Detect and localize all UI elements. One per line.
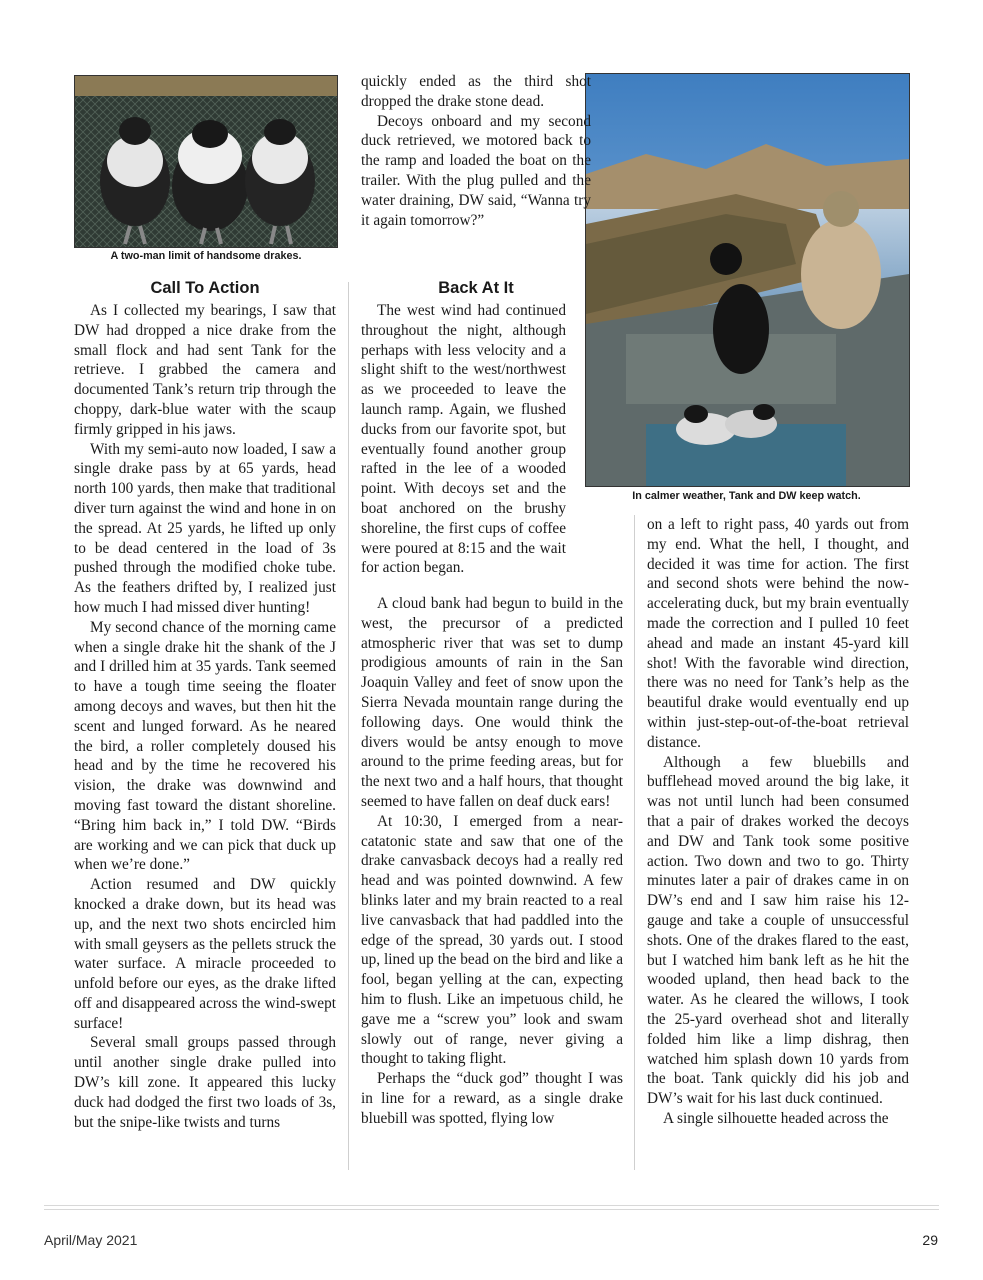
paragraph: At 10:30, I emerged from a near-catatonic state and saw that one of the drake canvasback decoys had a really red head and was pointed downwind. A few blinks later and my brain reacted to a real live canvasback that had paddled into the edge of the spread, 30 yards out. I stood up, lined up the bead on the bird and like a fool, began yelling at the can, expecting him to flush. Like an impetuous child, he gave me a “screw you” look and swam slowly out of range, never giving a thought to taking flight. bbox=[361, 812, 623, 1068]
column-divider bbox=[634, 515, 635, 1170]
paragraph: on a left to right pass, 40 yards out from my end. What the hell, I thought, and decided it was time for action. The first and second shots were behind the now-accelerating duck, but my brain eventually made the correction and I pulled 10 feet ahead and made an instant 45-yard kill shot! With the favorable wind direction, there was no need for Tank’s help as the beautiful drake would eventually end up within just-step-out-of-the-boat retrieval distance. bbox=[647, 516, 909, 751]
paragraph: Decoys onboard and my second duck retrieved, we motored back to the ramp and loaded the boat on the trailer. With the plug pulled and the water draining, DW said, “Wanna try it again tomorrow?” bbox=[361, 112, 591, 229]
article-column-1 bbox=[74, 274, 336, 1132]
paragraph: A single silhouette headed across the bbox=[663, 1109, 889, 1127]
page-number: 29 bbox=[922, 1232, 938, 1248]
footer-rule bbox=[44, 1205, 939, 1206]
paragraph: With my semi-auto now loaded, I saw a single drake pass by at 65 yards, head north 100 yards, then make that traditional diver turn against the wind and hone in on the spread. At 25 yards, he lifted up only to be dead centered in the load of 3s pushed through the modified choke tube. As the feathers drifted by, I realized just how much I had missed diver hunting! bbox=[74, 440, 336, 616]
boat-dog-photo-icon bbox=[586, 74, 909, 486]
section-heading: Call To Action bbox=[150, 279, 260, 297]
footer-rule bbox=[44, 1209, 939, 1210]
paragraph: Perhaps the “duck god” thought I was in line for a reward, as a single drake bluebill was spotted, flying low bbox=[361, 1070, 623, 1127]
photo-drakes bbox=[74, 75, 338, 248]
paragraph: Several small groups passed through until another single drake pulled into DW’s kill zone. It appeared this lucky duck had dodged the first two loads of 3s, but the snipe-like twists and turns bbox=[74, 1034, 336, 1131]
article-column-2 bbox=[361, 72, 591, 230]
paragraph: A cloud bank had begun to build in the west, the precursor of a predicted atmospheric river that was set to dump prodigious amounts of rain in the San Joaquin Valley and feet of snow upon the Sierra Nevada mountain range during the following days. One would think the divers would be antsy enough to move around to the prime feeding areas, but for the next two and a half hours, that thought seemed to have fallen on deaf duck ears! bbox=[361, 595, 623, 810]
article-column-2-bottom bbox=[361, 594, 623, 1129]
column-divider bbox=[348, 282, 349, 1170]
article-column-2-lower bbox=[361, 274, 591, 578]
paragraph: quickly ended as the third shot dropped the drake stone dead. bbox=[361, 73, 591, 110]
paragraph: My second chance of the morning came when a single drake hit the shank of the J and I drilled him at 35 yards. Tank seemed to have a tough time seeing the floater among decoys and waves, but then hit the scent and lunged forward. As he neared the bird, a roller completely doused his head and by the time he recovered his vision, the drake was downwind and moving fast toward the distant shoreline. “Bring him back in,” I told DW. “Birds are working and we can pick that duck up when we’re done.” bbox=[74, 618, 336, 874]
paragraph: The west wind had continued throughout the night, although perhaps with less velocity and a slight shift to the west/northwest as we proceeded to leave the launch ramp. Again, we flushed ducks from our favorite spot, but eventually found another group rafted in the lee of a wooded point. With decoys set and the boat anchored on the brushy shoreline, the first cups of coffee were poured at 8:15 and the wait for action began. bbox=[361, 302, 566, 577]
section-heading: Back At It bbox=[438, 279, 514, 297]
photo-boat bbox=[585, 73, 910, 487]
issue-date: April/May 2021 bbox=[44, 1232, 138, 1248]
photo-caption: A two-man limit of handsome drakes. bbox=[110, 250, 302, 262]
duck-photo-icon bbox=[75, 76, 337, 247]
article-column-3 bbox=[647, 515, 909, 1129]
photo-caption: In calmer weather, Tank and DW keep watch. bbox=[632, 490, 861, 502]
paragraph: Although a few bluebills and bufflehead moved around the big lake, it was not until lunch had been consumed that a pair of drakes worked the decoys and DW and Tank took some positive action. Two down and two to go. Thirty minutes later a pair of drakes came in on DW’s end and I saw him raise his 12-gauge and take a couple of unsuccessful shots. One of the drakes flared to the east, but I watched him bank left as he hit the wooded upland, then head back to the water. As he cleared the willows, I took the 25-yard overhead shot and literally folded him like a limp dishrag, then watched him splash down 10 yards from the boat. Tank quickly did his job and DW’s wait for his last duck continued. bbox=[647, 753, 909, 1108]
paragraph: As I collected my bearings, I saw that DW had dropped a nice drake from the small flock and had sent Tank for the retrieve. I grabbed the camera and documented Tank’s return trip through the choppy, dark-blue water with the scaup firmly gripped in his jaws. bbox=[74, 302, 336, 438]
paragraph: Action resumed and DW quickly knocked a drake down, but its head was up, and the next two shots encircled him with small geysers as the pellets struck the water surface. A miracle proceeded to unfold before our eyes, as the drake lifted off and disappeared across the wind-swept surface! bbox=[74, 876, 336, 1032]
